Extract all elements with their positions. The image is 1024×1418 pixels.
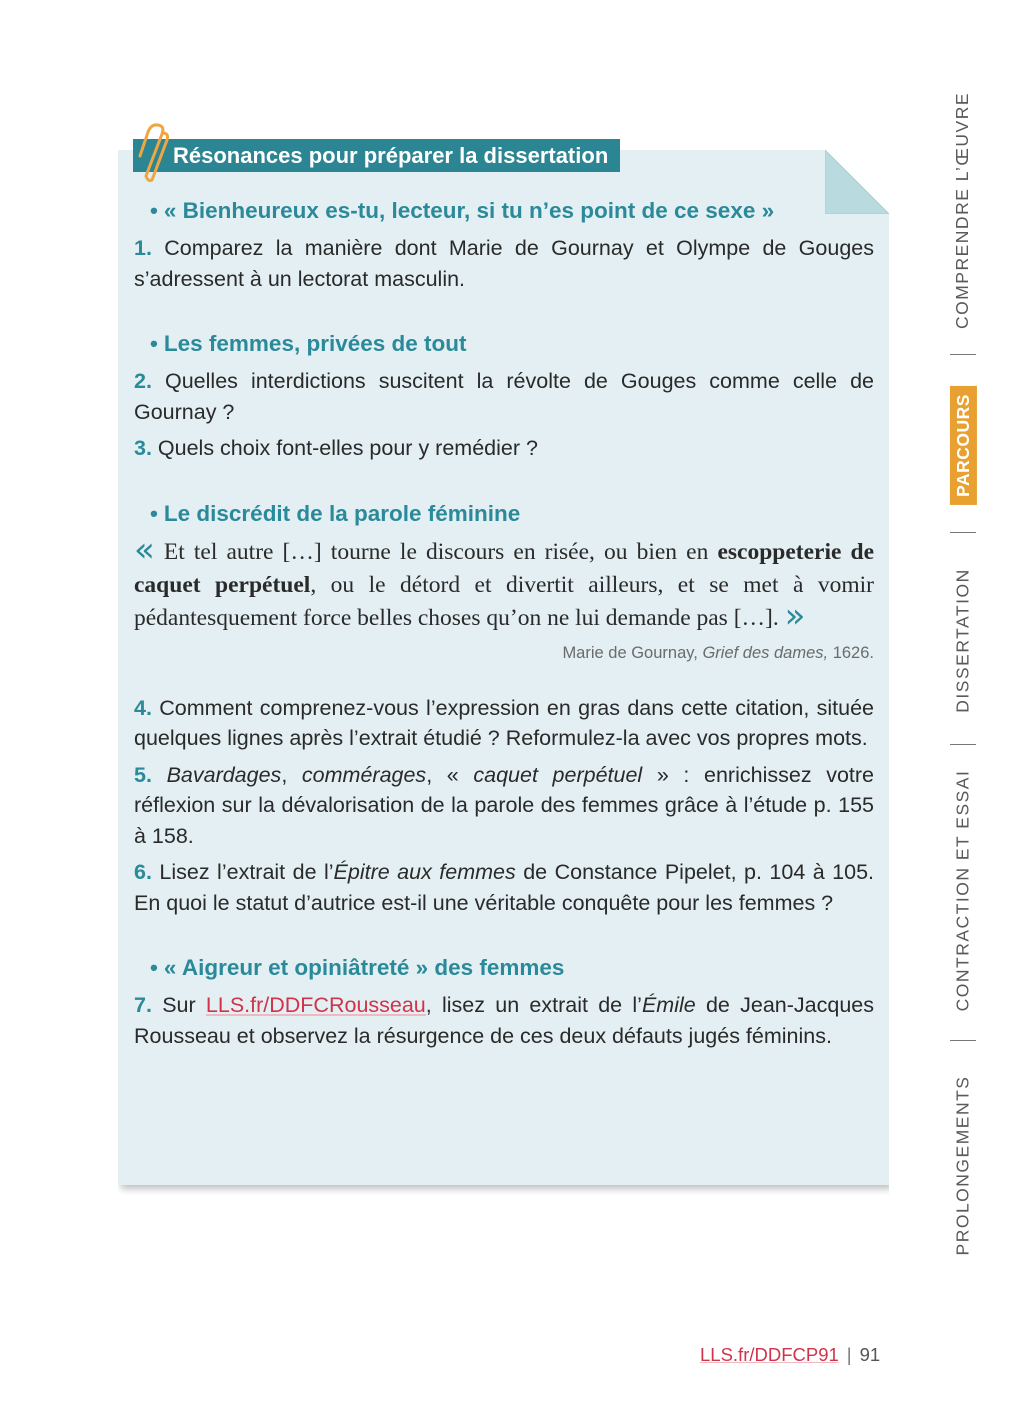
- tab-dissertation[interactable]: DISSERTATION: [952, 567, 973, 713]
- question-4: 4. Comment comprenez-vous l’expression en gras dans cette citation, située quelques lignes après l’extrait étudié ? Reformulez-la avec vos propres mots.: [134, 695, 875, 750]
- question-1: 1. Comparez la manière dont Marie de Gournay et Olympe de Gouges s’adressent à un lectorat masculin.: [134, 236, 874, 291]
- section-heading: • « Bienheureux es-tu, lecteur, si tu n’es point de ce sexe »: [150, 198, 775, 223]
- box-content: [134, 195, 874, 1051]
- close-quote-mark: »: [784, 595, 806, 636]
- footer-separator: |: [846, 1344, 852, 1365]
- paperclip-icon: [136, 122, 172, 184]
- citation: « Et tel autre […] tourne le discours en risée, ou bien en escoppeterie de caquet perpétuel, ou le détord et divertit ailleurs, et se met à vomir pédantesquement force belles choses qu’on ne lui demande pas […]. »: [134, 529, 875, 636]
- tab-parcours[interactable]: PARCOURS: [938, 380, 988, 510]
- tab-comprendre-oeuvre[interactable]: COMPRENDRE L’ŒUVRE: [952, 91, 973, 329]
- footer-link[interactable]: LLS.fr/DDFCP91: [700, 1344, 839, 1365]
- tab-contraction-essai[interactable]: CONTRACTION ET ESSAI: [952, 769, 973, 1011]
- page-footer: [700, 1344, 880, 1366]
- tab-divider: [950, 532, 976, 533]
- tab-prolongements[interactable]: PROLONGEMENTS: [952, 1075, 973, 1255]
- tab-divider: [950, 354, 976, 355]
- box-title: Résonances pour préparer la dissertation: [133, 139, 620, 172]
- question-3: 3. Quels choix font-elles pour y remédier ?: [134, 436, 538, 460]
- open-quote-mark: «: [134, 529, 155, 570]
- question-6: 6. Lisez l’extrait de l’Épitre aux femmes de Constance Pipelet, p. 104 à 105. En quoi le statut d’autrice est-il une véritable conquête pour les femmes ?: [134, 860, 874, 915]
- question-5: 5. Bavardages, commérages, « caquet perpétuel » : enrichissez votre réflexion sur la dévalorisation de la parole des femmes grâce à l’étude p. 155 à 158.: [134, 762, 874, 848]
- question-2: 2. Quelles interdictions suscitent la révolte de Gouges comme celle de Gournay ?: [134, 369, 875, 424]
- page-number: 91: [859, 1344, 881, 1365]
- section-heading: • Les femmes, privées de tout: [150, 331, 467, 356]
- tab-divider: [950, 744, 976, 745]
- bold-expression: escoppeterie de caquet perpétuel: [134, 538, 875, 598]
- side-tabs: [938, 60, 988, 1290]
- rousseau-link[interactable]: LLS.fr/DDFCRousseau: [205, 993, 426, 1017]
- question-7: 7. Sur LLS.fr/DDFCRousseau, lisez un extrait de l’Émile de Jean-Jacques Rousseau et observez la résurgence de ces deux défauts jugés féminins.: [134, 993, 874, 1048]
- tab-divider: [950, 1040, 976, 1041]
- section-heading: • Le discrédit de la parole féminine: [150, 500, 521, 526]
- citation-source: Marie de Gournay, Grief des dames, 1626.: [562, 643, 874, 662]
- section-heading: • « Aigreur et opiniâtreté » des femmes: [150, 955, 565, 980]
